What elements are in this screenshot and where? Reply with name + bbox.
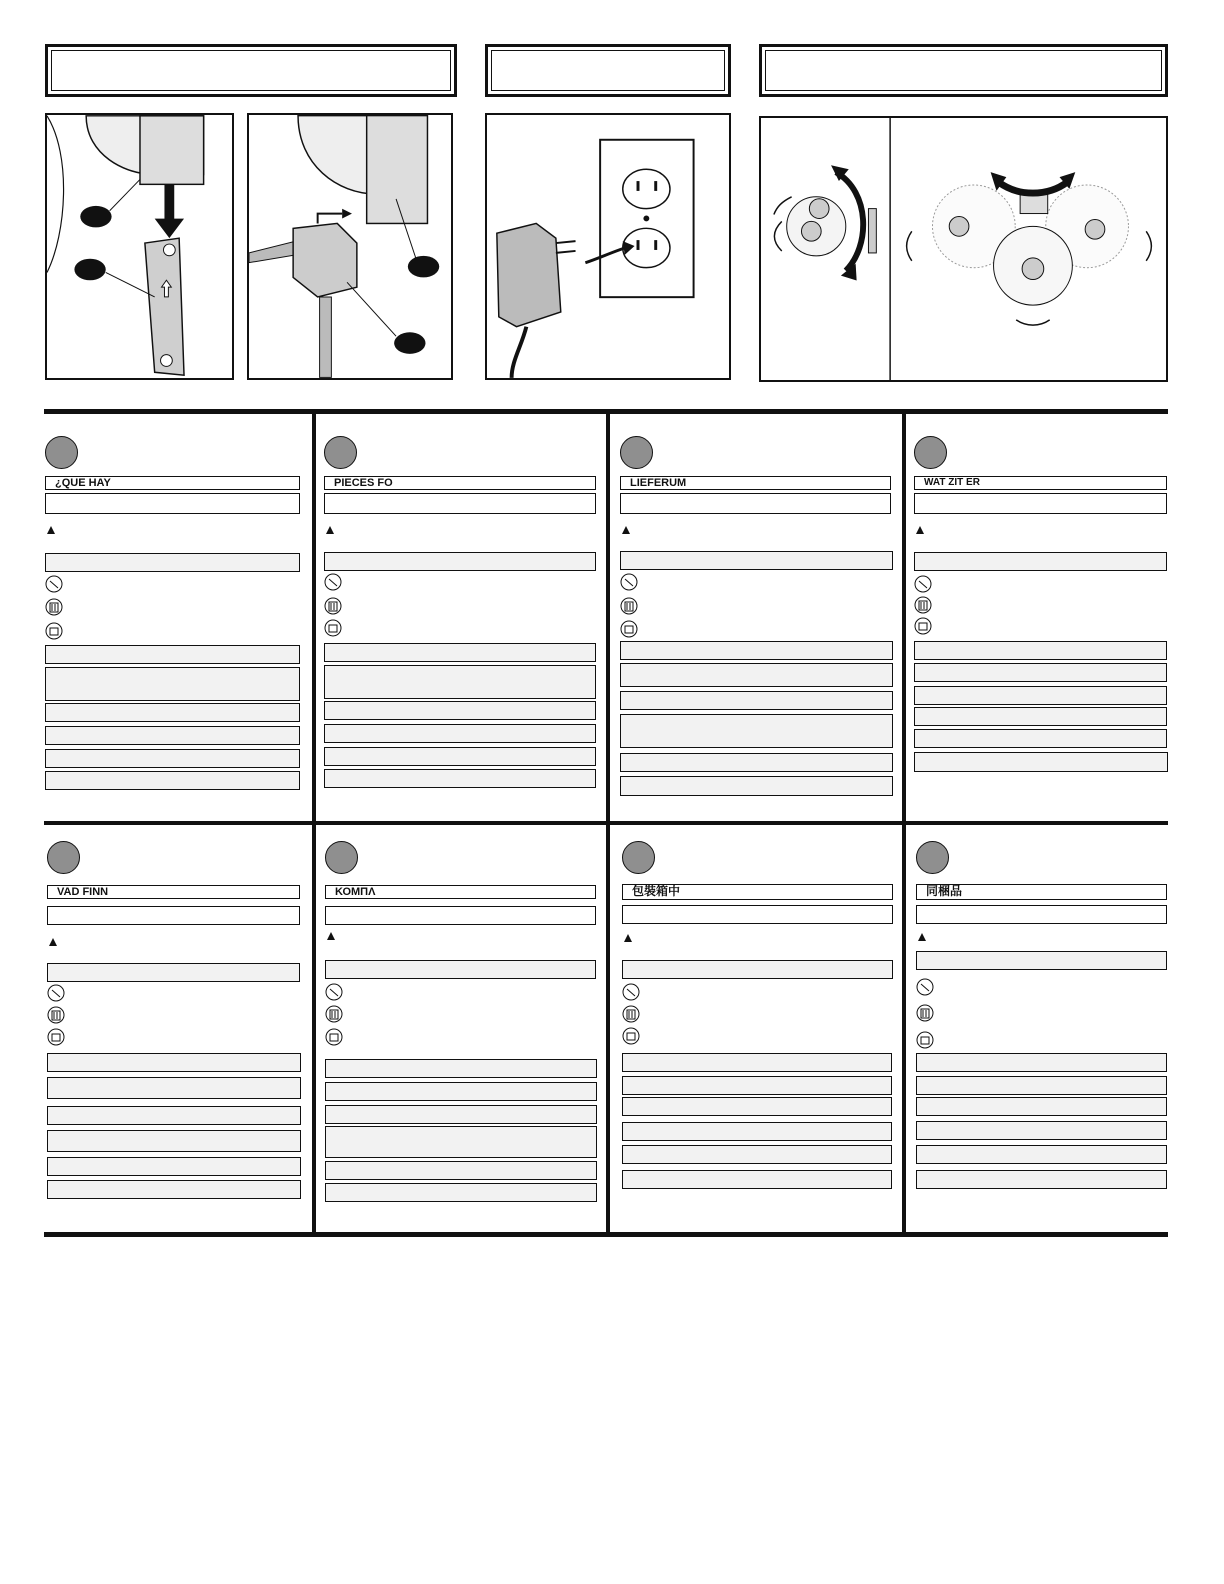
text-box xyxy=(325,1161,597,1180)
text-box xyxy=(620,691,893,710)
text-box xyxy=(914,752,1168,772)
text-box xyxy=(47,906,300,925)
text-box xyxy=(45,703,300,722)
positioning-drawing xyxy=(761,118,1166,380)
illustration-cord-clip xyxy=(247,113,453,380)
outlet-drawing xyxy=(487,115,729,378)
text-box xyxy=(622,1145,892,1164)
text-box xyxy=(622,1097,892,1116)
warning-icon xyxy=(327,932,335,940)
warning-icon xyxy=(918,933,926,941)
text-box xyxy=(622,960,893,979)
text-box xyxy=(324,724,596,743)
clip-icon xyxy=(45,575,63,593)
text-box xyxy=(325,1183,597,1202)
text-box xyxy=(47,1106,301,1125)
text-box xyxy=(620,753,893,772)
section-title: ΚΟΜΠΛ xyxy=(325,885,596,899)
section-title: PIECES FO xyxy=(324,476,596,490)
step-badge xyxy=(47,841,80,874)
box-icon xyxy=(914,617,932,635)
box-icon xyxy=(47,1028,65,1046)
text-box xyxy=(47,963,300,982)
box-icon xyxy=(622,1027,640,1045)
text-box xyxy=(914,552,1167,571)
section-nl xyxy=(914,436,1168,796)
text-box xyxy=(916,1145,1167,1164)
section-zh-tw xyxy=(916,841,1168,1206)
section-sv xyxy=(47,841,301,1206)
text-box xyxy=(45,493,300,514)
section-el xyxy=(325,841,597,1206)
text-box xyxy=(622,1076,892,1095)
section-title: 包裝箱中 xyxy=(622,884,893,900)
text-box xyxy=(914,686,1167,705)
warning-icon xyxy=(47,526,55,534)
text-box xyxy=(324,701,596,720)
step-badge xyxy=(916,841,949,874)
column-divider-2 xyxy=(606,414,610,1232)
section-title: LIEFERUM xyxy=(620,476,891,490)
text-box xyxy=(47,1157,301,1176)
section-es xyxy=(45,436,300,796)
text-box xyxy=(620,641,893,660)
text-box xyxy=(325,1059,597,1078)
column-divider-1 xyxy=(312,414,316,1232)
text-box xyxy=(45,667,300,701)
text-box xyxy=(620,663,893,687)
box-icon xyxy=(620,620,638,638)
text-box xyxy=(622,1170,892,1189)
step-badge xyxy=(620,436,653,469)
text-box xyxy=(47,1053,301,1072)
box-icon xyxy=(916,1031,934,1049)
text-box xyxy=(914,493,1167,514)
text-box xyxy=(45,749,300,768)
divider-bottom xyxy=(44,1232,1168,1237)
text-box xyxy=(45,771,300,790)
text-box xyxy=(916,1121,1167,1140)
text-box xyxy=(916,951,1167,970)
battery-icon xyxy=(47,1006,65,1024)
text-box xyxy=(620,776,893,796)
text-box xyxy=(914,729,1167,748)
box-icon xyxy=(325,1028,343,1046)
text-box xyxy=(324,769,596,788)
text-box xyxy=(47,1180,301,1199)
column-divider-3 xyxy=(902,414,906,1232)
step-badge xyxy=(45,436,78,469)
section-de xyxy=(620,436,893,816)
box-icon xyxy=(324,619,342,637)
text-box xyxy=(916,1097,1167,1116)
text-box xyxy=(916,1076,1167,1095)
section-zh-cn xyxy=(622,841,893,1206)
text-box xyxy=(622,905,893,924)
battery-icon xyxy=(324,597,342,615)
clip-icon xyxy=(916,978,934,996)
text-box xyxy=(325,1126,597,1158)
section-title: WAT ZIT ER xyxy=(914,476,1167,490)
text-box xyxy=(47,1130,301,1152)
text-box xyxy=(916,1053,1167,1072)
battery-icon xyxy=(914,596,932,614)
battery-icon xyxy=(622,1005,640,1023)
text-box xyxy=(622,1122,892,1141)
battery-icon xyxy=(325,1005,343,1023)
clip-icon xyxy=(325,983,343,1001)
clip-icon xyxy=(622,983,640,1001)
battery-icon xyxy=(916,1004,934,1022)
section-title: 同梱品 xyxy=(916,884,1167,900)
battery-icon xyxy=(45,598,63,616)
text-box xyxy=(324,552,596,571)
clip-icon xyxy=(620,573,638,591)
text-box xyxy=(324,643,596,662)
section-fr xyxy=(324,436,596,796)
step-badge xyxy=(622,841,655,874)
section-title: ¿QUE HAY xyxy=(45,476,300,490)
illustration-power-adapter xyxy=(485,113,731,380)
header-box-power xyxy=(485,44,731,97)
section-title: VAD FINN xyxy=(47,885,300,899)
header-box-mounting xyxy=(45,44,457,97)
text-box xyxy=(916,905,1167,924)
step-badge xyxy=(324,436,357,469)
text-box xyxy=(45,553,300,572)
text-box xyxy=(325,1082,597,1101)
clip-icon xyxy=(324,573,342,591)
text-box xyxy=(324,665,596,699)
box-icon xyxy=(45,622,63,640)
text-box xyxy=(45,726,300,745)
text-box xyxy=(325,960,596,979)
illustration-mount-bracket xyxy=(45,113,234,380)
text-box xyxy=(914,641,1167,660)
warning-icon xyxy=(624,934,632,942)
text-box xyxy=(622,1053,892,1072)
text-box xyxy=(620,551,893,570)
header-box-positioning xyxy=(759,44,1168,97)
text-box xyxy=(325,1105,597,1124)
clip-icon xyxy=(47,984,65,1002)
battery-icon xyxy=(620,597,638,615)
warning-icon xyxy=(326,526,334,534)
text-box xyxy=(620,493,891,514)
text-box xyxy=(916,1170,1167,1189)
text-box xyxy=(914,663,1167,682)
step-badge xyxy=(325,841,358,874)
text-box xyxy=(324,747,596,766)
cord-clip-drawing xyxy=(249,115,451,378)
bracket-drawing xyxy=(47,115,232,378)
text-box xyxy=(914,707,1167,726)
text-box xyxy=(45,645,300,664)
text-box xyxy=(620,714,893,748)
warning-icon xyxy=(49,938,57,946)
warning-icon xyxy=(916,526,924,534)
illustration-positioning xyxy=(759,116,1168,382)
clip-icon xyxy=(914,575,932,593)
step-badge xyxy=(914,436,947,469)
warning-icon xyxy=(622,526,630,534)
text-box xyxy=(325,906,596,925)
text-box xyxy=(324,493,596,514)
text-box xyxy=(47,1077,301,1099)
